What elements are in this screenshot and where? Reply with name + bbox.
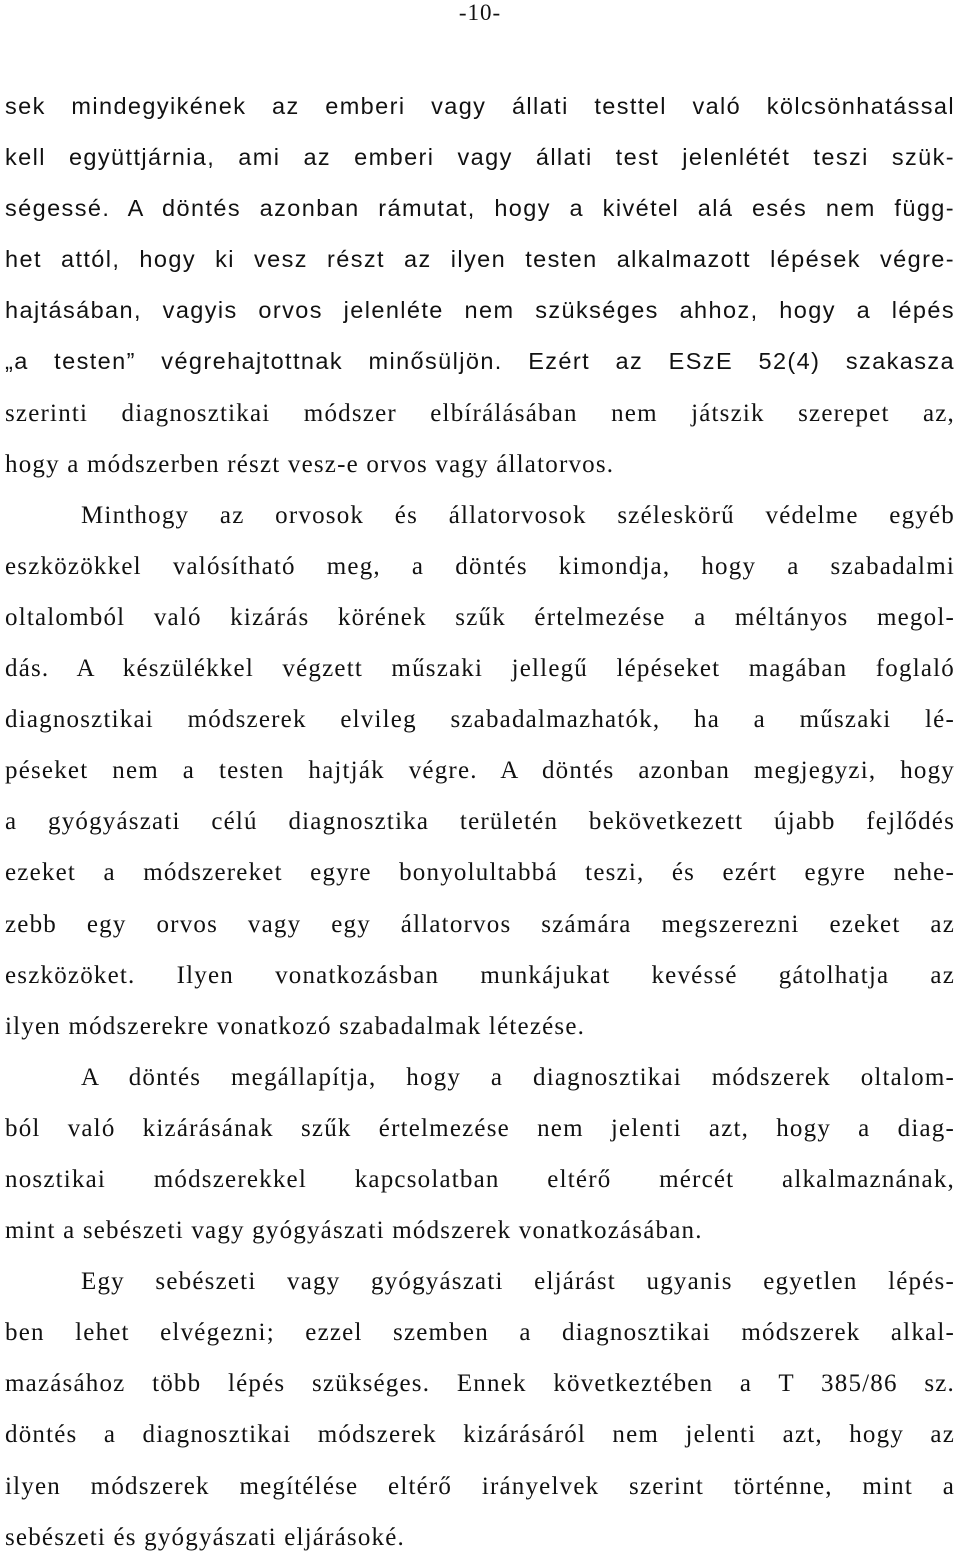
text-line: döntés a diagnosztikai módszerek kizárásáról nem jelenti azt, hogy az <box>5 1421 955 1449</box>
text-line: sebészeti és gyógyászati eljárásoké. <box>5 1523 405 1551</box>
text-line: ból való kizárásának szűk értelmezése nem jelenti azt, hogy a diag- <box>5 1114 955 1142</box>
text-line: eszközöket. Ilyen vonatkozásban munkájukat kevéssé gátolhatja az <box>5 961 955 989</box>
text-line: ilyen módszerekre vonatkozó szabadalmak létezése. <box>5 1012 586 1040</box>
text-line: nosztikai módszerekkel kapcsolatban eltérő mércét alkalmaznának, <box>5 1165 955 1193</box>
document-body <box>5 81 955 1563</box>
text-line: ezeket a módszereket egyre bonyolultabbá teszi, és ezért egyre nehe- <box>5 859 955 887</box>
text-line: hogy a módszerben részt vesz-e orvos vagy állatorvos. <box>5 450 615 478</box>
paragraph-first-line: Egy sebészeti vagy gyógyászati eljárást ugyanis egyetlen lépés- <box>81 1268 955 1296</box>
text-line: oltalomból való kizárás körének szűk értelmezése a méltányos megol- <box>5 603 955 631</box>
page-number: -10- <box>458 0 502 25</box>
text-line: eszközökkel valósítható meg, a döntés kimondja, hogy a szabadalmi <box>5 552 955 580</box>
text-line: zebb egy orvos vagy egy állatorvos számára megszerezni ezeket az <box>5 910 955 938</box>
text-line: ségessé. A döntés azonban rámutat, hogy a kivétel alá esés nem függ- <box>5 195 955 222</box>
text-line: hajtásában, vagyis orvos jelenléte nem szükséges ahhoz, hogy a lépés <box>5 297 955 324</box>
text-line: ben lehet elvégezni; ezzel szemben a diagnosztikai módszerek alkal- <box>5 1319 955 1347</box>
text-line: a gyógyászati célú diagnosztika területén bekövetkezett újabb fejlődés <box>5 808 955 836</box>
text-line: mint a sebészeti vagy gyógyászati módszerek vonatkozásában. <box>5 1217 703 1245</box>
text-line: sek mindegyikének az emberi vagy állati testtel való kölcsönhatással <box>5 93 955 119</box>
paragraph-first-line: A döntés megállapítja, hogy a diagnosztikai módszerek oltalom- <box>81 1063 955 1091</box>
text-line: diagnosztikai módszerek elvileg szabadalmazhatók, ha a műszaki lé- <box>5 706 955 734</box>
text-line: „a testen” végrehajtottnak minősüljön. Ezért az ESzE 52(4) szakasza <box>5 348 955 375</box>
text-line: péseket nem a testen hajtják végre. A döntés azonban megjegyzi, hogy <box>5 757 955 785</box>
text-line: het attól, hogy ki vesz részt az ilyen testen alkalmazott lépések végre- <box>5 246 955 273</box>
text-line: dás. A készülékkel végzett műszaki jellegű lépéseket magában foglaló <box>5 655 955 683</box>
text-line: szerinti diagnosztikai módszer elbírálásában nem játszik szerepet az, <box>5 399 955 427</box>
text-line: ilyen módszerek megítélése eltérő irányelvek szerint történne, mint a <box>5 1472 955 1500</box>
paragraph-first-line: Minthogy az orvosok és állatorvosok széleskörű védelme egyéb <box>81 501 955 529</box>
text-line: kell együttjárnia, ami az emberi vagy állati test jelenlétét teszi szük- <box>5 144 955 171</box>
text-line: mazásához több lépés szükséges. Ennek következtében a T 385/86 sz. <box>5 1370 955 1398</box>
